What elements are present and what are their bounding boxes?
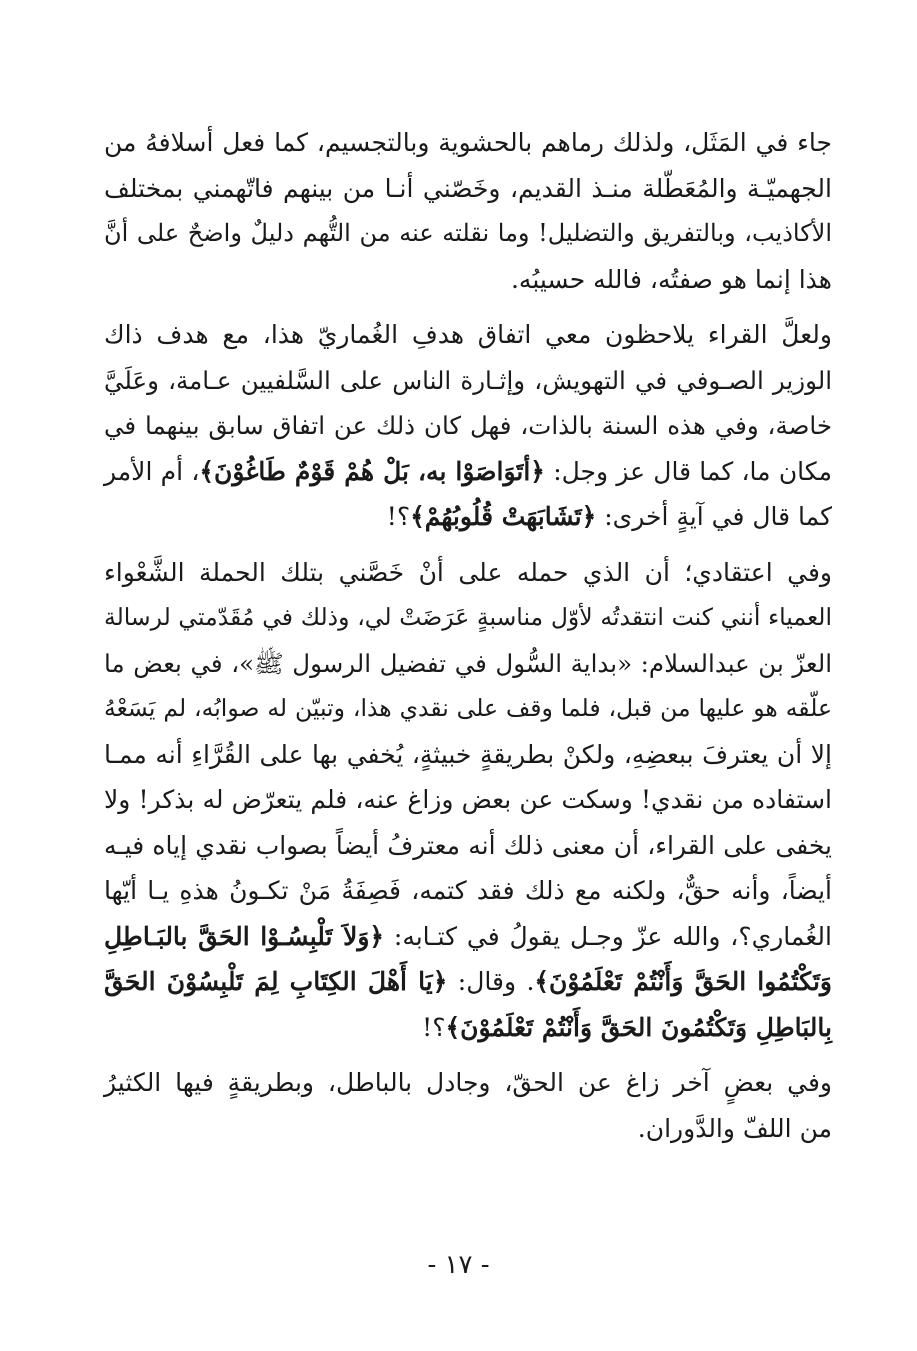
- text-segment: أيضاً، وأنه حقٌّ، ولكنه مع ذلك فقد كتمه، فَصِفَةُ مَنْ تكـونُ هذهِ يـا أيّها: [104, 876, 832, 905]
- paragraph: [104, 312, 832, 540]
- text-line: [104, 449, 832, 495]
- quran-quote: بِالبَاطِلِ وَتَكْتُمُونَ الحَقَّ وَأَنْتُمْ تَعْلَمُوْنَ﴾: [445, 1012, 832, 1042]
- text-segment: كما قال في آيةٍ أخرى:: [596, 502, 832, 531]
- text-line: [104, 777, 832, 823]
- paragraph: [104, 550, 832, 1051]
- text-line: [104, 550, 832, 596]
- text-segment: الجهميّـة والمُعَطّلة منـذ القديم، وخَصّني أنـا من بينهم فاتّهمني بمختلف: [104, 173, 832, 203]
- quran-quote: ﴿تَشَابَهَتْ قُلُوبُهُمْ﴾: [410, 502, 597, 531]
- text-segment: هذا إنما هو صفتُه، فالله حسيبُه.: [510, 264, 832, 294]
- quran-quote: ﴿أتَوَاصَوْا به، بَلْ هُمْ قَوْمٌ طَاغُوْنَ﴾: [199, 456, 545, 486]
- text-segment: جاء في المَثَل، ولذلك رماهم بالحشوية وبالتجسيم، كما فعل أسلافهُ من: [104, 128, 832, 157]
- text-segment: علّقه هو عليها من قبل، فلما وقف على نقدي هذا، وتبيّن له صوابُه، لم يَسَعْهُ: [104, 694, 832, 722]
- text-line: [104, 868, 832, 914]
- text-line: [104, 403, 832, 449]
- text-line: [104, 257, 832, 303]
- text-segment: العمياء أنني كنت انتقدتُه لأوّل مناسبةٍ عَرَضَتْ لي، وذلك في مُقَدّمتي لرسالة: [104, 603, 832, 631]
- text-segment: ؟!: [422, 1012, 446, 1042]
- text-segment: ولعلَّ القراء يلاحظون معي اتفاق هدفِ الغُماريّ هذا، مع هدف ذاك: [104, 320, 832, 349]
- text-segment: ، أم الأمر: [104, 456, 200, 486]
- text-line: [104, 211, 832, 257]
- text-segment: وفي بعضٍ آخر زاغ عن الحقّ، وجادل بالباطل، وبطريقةٍ فيها الكثيرُ: [104, 1068, 832, 1097]
- text-line: [104, 732, 832, 778]
- text-line: [104, 1106, 832, 1152]
- paragraph: [104, 120, 832, 302]
- text-segment: . وقال:: [447, 967, 535, 996]
- text-segment: إلا أن يعترفَ ببعضِهِ، ولكنْ بطريقةٍ خبيثةٍ، يُخفي بها على القُرَّاءِ أنه ممـا: [104, 739, 832, 769]
- text-line: [104, 358, 832, 404]
- text-segment: العزّ بن عبدالسلام: «بداية السُّول في تفضيل الرسول ﷺ»، في بعض ما: [104, 648, 832, 678]
- text-segment: خاصة، وفي هذه السنة بالذات، فهل كان ذلك عن اتفاق سابق بينهما في: [104, 411, 832, 440]
- text-segment: الغُماري؟، والله عزّ وجـل يقولُ في كتـابه:: [384, 921, 832, 951]
- text-line: [104, 686, 832, 732]
- quran-quote: ﴿يَا أَهْلَ الكِتَابِ لِمَ تَلْبِسُوْنَ الحَقَّ: [104, 967, 448, 996]
- text-line: [104, 120, 832, 166]
- text-segment: ؟!: [386, 502, 411, 531]
- text-line: [104, 166, 832, 212]
- text-line: [104, 914, 832, 960]
- quran-quote: وَتَكْتُمُوا الحَقَّ وَأَنْتُمْ تَعْلَمُوْنَ﴾: [534, 967, 833, 996]
- quran-quote: ﴿وَلاَ تَلْبِسُـوْا الحَقَّ بالبَـاطِلِ: [104, 921, 385, 951]
- text-segment: الأكاذيب، وبالتفريق والتضليل! وما نقلته عنه من التُّهم دليلٌ واضحٌ على أنَّ: [104, 219, 832, 247]
- paragraph: [104, 1060, 832, 1151]
- text-segment: استفاده من نقدي! وسكت عن بعض وزاغ عنه، فلم يتعرّض له بذكر! ولا: [104, 785, 832, 814]
- text-line: [104, 1005, 832, 1051]
- text-segment: مكان ما، كما قال عز وجل:: [544, 456, 832, 486]
- text-line: [104, 959, 832, 1005]
- body-text: [104, 120, 832, 1151]
- text-line: [104, 823, 832, 869]
- text-line: [104, 1060, 832, 1106]
- text-segment: من اللفّ والدَّوران.: [637, 1113, 832, 1143]
- text-segment: وفي اعتقادي؛ أن الذي حمله على أنْ خَصَّني بتلك الحملة الشَّعْواء: [104, 557, 832, 587]
- text-line: [104, 641, 832, 687]
- text-line: [104, 312, 832, 358]
- page-number: - ١٧ -: [427, 1250, 490, 1280]
- text-segment: الوزير الصـوفي في التهويش، وإثـارة الناس على السَّلفيين عـامة، وعَلَيَّ: [104, 365, 832, 395]
- text-line: [104, 595, 832, 641]
- text-line: [104, 494, 832, 540]
- text-segment: يخفى على القراء، أن معنى ذلك أنه معترفُ أيضاً بصواب نقدي إياه فيـه: [104, 830, 832, 860]
